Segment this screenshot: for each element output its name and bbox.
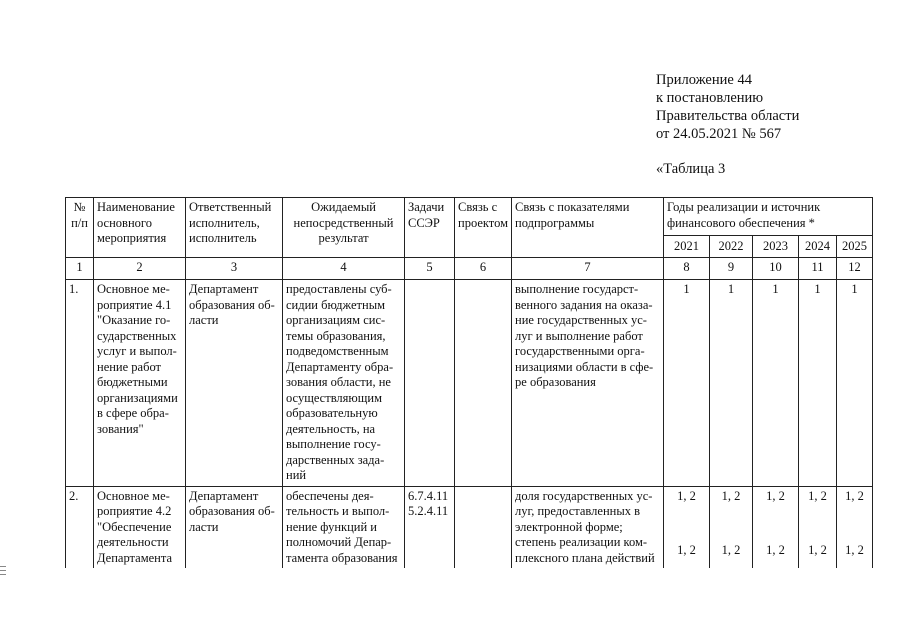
column-number: 6: [455, 258, 512, 280]
row-value-top: 1, 2: [766, 488, 785, 503]
appendix-line-2: к постановлению: [656, 90, 764, 106]
program-table: [65, 197, 873, 568]
row-executor: Департамент образования об-ласти: [186, 486, 283, 568]
year-cell: 2024: [799, 236, 837, 258]
row-value-top: 1, 2: [808, 488, 827, 503]
appendix-line-4: от 24.05.2021 № 567: [656, 126, 782, 142]
column-number: 12: [837, 258, 873, 280]
header-years-group: Годы реализации и источник финансового обеспечения *: [664, 198, 873, 236]
header-result: Ожидаемый непосредственный результат: [283, 198, 405, 258]
header-num: № п/п: [66, 198, 94, 258]
appendix-line-3: Правительства области: [656, 108, 800, 124]
appendix-header: [656, 71, 799, 143]
row-value-bottom: 1, 2: [721, 543, 741, 557]
header-indicators: Связь с показателями подпрограммы: [512, 198, 664, 258]
row-tasks: [405, 280, 455, 487]
header-row: [66, 198, 873, 236]
row-value-top: 1, 2: [677, 488, 696, 503]
row-value-cell: [799, 486, 837, 568]
column-number: 10: [753, 258, 799, 280]
row-value-cell: [664, 486, 710, 568]
column-number: 9: [710, 258, 753, 280]
table-row: [66, 280, 873, 487]
table-label: «Таблица 3: [656, 161, 726, 177]
row-project: [455, 486, 512, 568]
row-value-bottom: 1, 2: [677, 543, 696, 557]
row-value-top: 1, 2: [845, 488, 864, 503]
header-executor: Ответственный исполнитель, исполнитель: [186, 198, 283, 258]
row-indicators: доля государственных ус-луг, предоставленных в электронной форме; степень реализации ком-плексного плана действий: [512, 486, 664, 568]
row-executor: Департамент образования об-ласти: [186, 280, 283, 487]
row-value: 1: [710, 280, 753, 487]
column-number: 11: [799, 258, 837, 280]
row-tasks: 6.7.4.11 5.2.4.11: [405, 486, 455, 568]
row-value-cell: [710, 486, 753, 568]
header-project: Связь с проектом: [455, 198, 512, 258]
row-num: 2.: [66, 486, 94, 568]
column-number: 1: [66, 258, 94, 280]
year-cell: 2023: [753, 236, 799, 258]
row-value: 1: [664, 280, 710, 487]
row-value-bottom: 1, 2: [845, 543, 864, 557]
row-value-bottom: 1, 2: [766, 543, 785, 557]
row-value: 1: [837, 280, 873, 487]
year-cell: 2021: [664, 236, 710, 258]
row-value-bottom: 1, 2: [808, 543, 827, 557]
row-indicators: выполнение государст-венного задания на оказа-ние государственных ус-луг и выполнение работ государственными орга-низациями области в сфе-ре образования: [512, 280, 664, 487]
column-number: 7: [512, 258, 664, 280]
header-tasks: Задачи ССЭР: [405, 198, 455, 258]
row-project: [455, 280, 512, 487]
row-value: 1: [799, 280, 837, 487]
row-value-cell: [753, 486, 799, 568]
table-row: [66, 486, 873, 568]
column-number: 4: [283, 258, 405, 280]
column-number: 5: [405, 258, 455, 280]
column-number: 8: [664, 258, 710, 280]
header-name: Наименование основного мероприятия: [94, 198, 186, 258]
column-number: 3: [186, 258, 283, 280]
year-cell: 2025: [837, 236, 873, 258]
year-cell: 2022: [710, 236, 753, 258]
row-value-cell: [837, 486, 873, 568]
column-numbers-row: [66, 258, 873, 280]
row-name: Основное ме-роприятие 4.1 "Оказание го-сударственных услуг и выпол-нение работ бюджетными организациями в сфере обра-зования": [94, 280, 186, 487]
column-number: 2: [94, 258, 186, 280]
margin-marks: [0, 566, 6, 578]
row-result: предоставлены суб-сидии бюджетным организациям сис-темы образования, подведомственным Департаменту обра-зования области, не осуществляющим образовательную деятельность, на выполнение госу-дарственных зада-ний: [283, 280, 405, 487]
row-value-top: 1, 2: [721, 488, 741, 503]
row-value: 1: [753, 280, 799, 487]
row-result: обеспечены дея-тельность и выпол-нение функций и полномочий Депар-тамента образования: [283, 486, 405, 568]
row-num: 1.: [66, 280, 94, 487]
appendix-line-1: Приложение 44: [656, 72, 752, 88]
row-name: Основное ме-роприятие 4.2 "Обеспечение деятельности Департамента: [94, 486, 186, 568]
